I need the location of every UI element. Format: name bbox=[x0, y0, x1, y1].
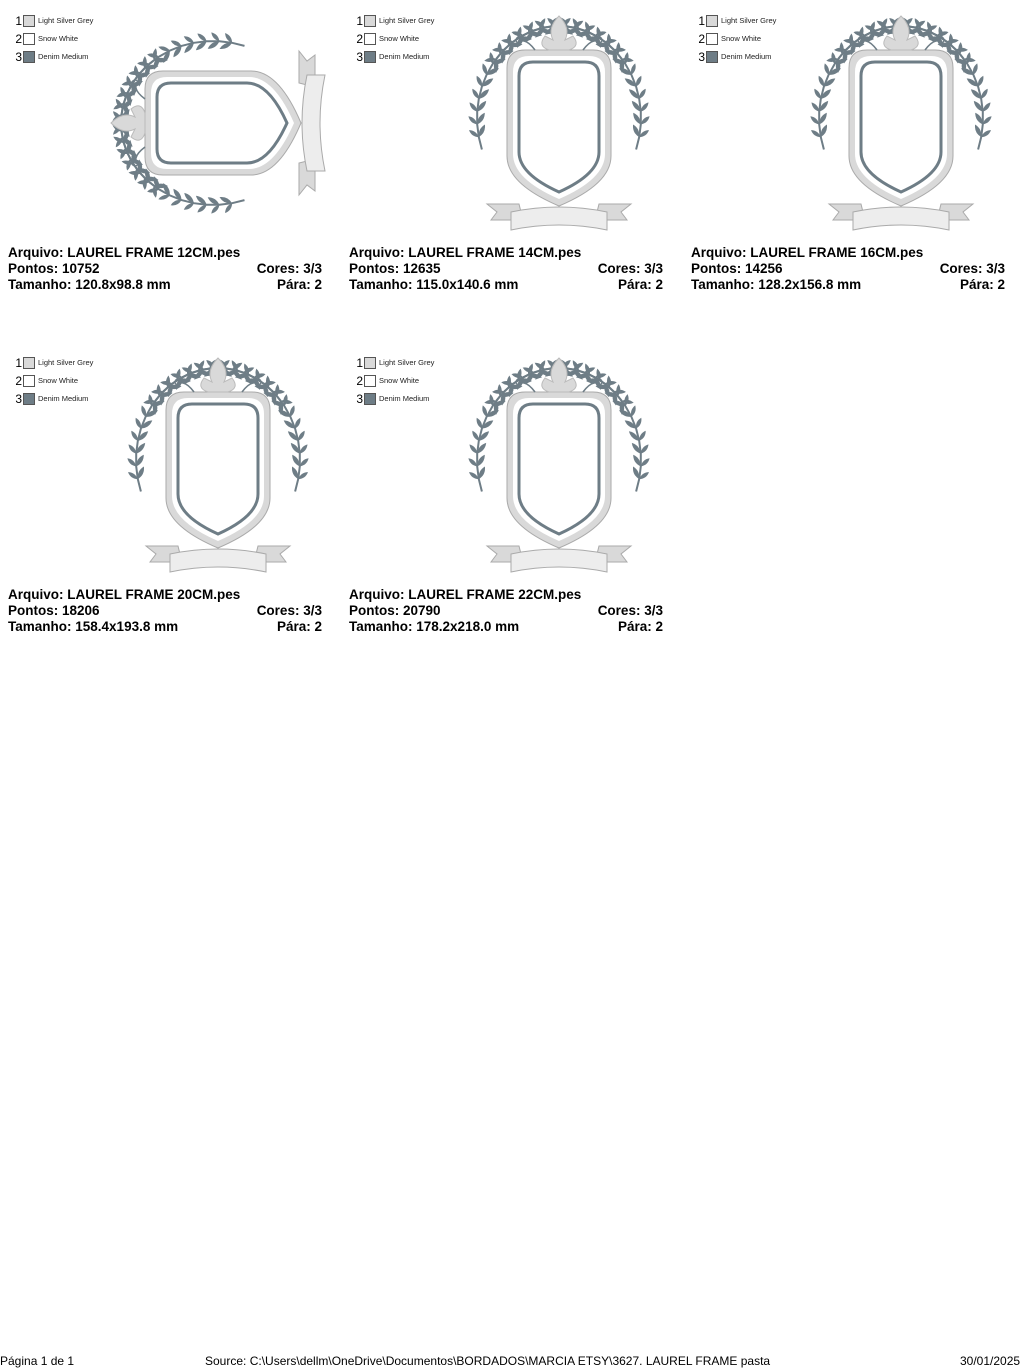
stop-count: 2 bbox=[314, 619, 322, 634]
size-label: Tamanho: bbox=[349, 619, 413, 634]
stitch-count: 18206 bbox=[62, 603, 100, 618]
color-name: Snow White bbox=[721, 34, 762, 43]
color-name: Denim Medium bbox=[38, 394, 89, 403]
source-path: Source: C:\Users\dellm\OneDrive\Documentos\BORDADOS\MARCIA ETSY\3627. LAUREL FRAME pasta bbox=[205, 1354, 771, 1368]
file-name: LAUREL FRAME 22CM.pes bbox=[408, 587, 582, 602]
file-label: Arquivo: bbox=[8, 245, 64, 260]
design-card bbox=[8, 348, 338, 648]
color-swatch bbox=[23, 393, 35, 405]
stitches-label: Pontos: bbox=[8, 261, 59, 276]
stop-count: 2 bbox=[997, 277, 1005, 292]
file-row bbox=[349, 587, 663, 603]
file-label: Arquivo: bbox=[691, 245, 747, 260]
color-swatch bbox=[364, 15, 376, 27]
size-row bbox=[8, 277, 322, 293]
size-label: Tamanho: bbox=[691, 277, 755, 292]
colors-label: Cores: bbox=[939, 261, 983, 276]
color-swatch bbox=[706, 33, 718, 45]
color-swatch bbox=[364, 357, 376, 369]
color-legend-item bbox=[14, 48, 93, 66]
stitches-label: Pontos: bbox=[349, 261, 400, 276]
file-name-line bbox=[349, 245, 581, 261]
file-name-line bbox=[691, 245, 923, 261]
stops-label: Pára: bbox=[276, 277, 311, 292]
color-swatch bbox=[706, 51, 718, 63]
color-legend-item bbox=[355, 48, 434, 66]
color-legend bbox=[14, 354, 93, 408]
size-row bbox=[8, 619, 322, 635]
print-date: 30/01/2025 bbox=[960, 1354, 1021, 1368]
color-count: 3/3 bbox=[644, 603, 663, 618]
stops-label: Pára: bbox=[617, 277, 652, 292]
design-card bbox=[349, 348, 679, 648]
color-legend-item bbox=[355, 354, 434, 372]
size-label: Tamanho: bbox=[8, 277, 72, 292]
design-size: 120.8x98.8 mm bbox=[75, 277, 171, 292]
color-legend-item bbox=[14, 390, 93, 408]
colors-label: Cores: bbox=[256, 261, 300, 276]
color-name: Snow White bbox=[379, 34, 420, 43]
file-label: Arquivo: bbox=[8, 587, 64, 602]
embroidery-preview bbox=[108, 348, 328, 583]
stops-label: Pára: bbox=[276, 619, 311, 634]
file-name-line bbox=[349, 587, 581, 603]
stitch-count: 10752 bbox=[62, 261, 100, 276]
stitches-row bbox=[349, 261, 663, 277]
file-row bbox=[691, 245, 1005, 261]
colors-label: Cores: bbox=[256, 603, 300, 618]
design-info bbox=[349, 587, 663, 635]
stitches-label: Pontos: bbox=[8, 603, 59, 618]
design-size: 158.4x193.8 mm bbox=[75, 619, 179, 634]
color-legend-item bbox=[14, 354, 93, 372]
color-count: 3/3 bbox=[303, 603, 322, 618]
stop-count: 2 bbox=[655, 619, 663, 634]
stitches-label: Pontos: bbox=[349, 603, 400, 618]
color-legend-item bbox=[355, 12, 434, 30]
color-count: 3/3 bbox=[303, 261, 322, 276]
size-row bbox=[349, 277, 663, 293]
color-name: Snow White bbox=[379, 376, 420, 385]
color-legend-item bbox=[697, 12, 776, 30]
colors-label: Cores: bbox=[597, 603, 641, 618]
color-number: 2 bbox=[15, 32, 22, 46]
color-name: Light Silver Grey bbox=[38, 358, 94, 367]
color-number: 1 bbox=[15, 14, 22, 28]
stitches-row bbox=[349, 603, 663, 619]
color-legend-item bbox=[14, 12, 93, 30]
design-info bbox=[349, 245, 663, 293]
design-info bbox=[691, 245, 1005, 293]
size-row bbox=[691, 277, 1005, 293]
design-card bbox=[8, 6, 338, 306]
color-legend bbox=[355, 354, 434, 408]
color-swatch bbox=[706, 15, 718, 27]
color-name: Light Silver Grey bbox=[38, 16, 94, 25]
stitch-count: 14256 bbox=[745, 261, 783, 276]
stop-count: 2 bbox=[655, 277, 663, 292]
design-size: 115.0x140.6 mm bbox=[416, 277, 519, 292]
color-swatch bbox=[364, 393, 376, 405]
color-name: Denim Medium bbox=[379, 52, 430, 61]
color-number: 1 bbox=[698, 14, 705, 28]
color-number: 1 bbox=[356, 356, 363, 370]
color-name: Snow White bbox=[38, 376, 79, 385]
color-name: Light Silver Grey bbox=[379, 358, 435, 367]
color-number: 2 bbox=[356, 374, 363, 388]
stitch-count: 20790 bbox=[403, 603, 441, 618]
design-card bbox=[349, 6, 679, 306]
size-label: Tamanho: bbox=[349, 277, 413, 292]
embroidery-preview bbox=[791, 6, 1011, 241]
stitches-row bbox=[8, 603, 322, 619]
color-name: Light Silver Grey bbox=[379, 16, 435, 25]
file-row bbox=[8, 245, 322, 261]
color-count: 3/3 bbox=[986, 261, 1005, 276]
color-number: 2 bbox=[15, 374, 22, 388]
stitch-count: 12635 bbox=[403, 261, 441, 276]
stop-count: 2 bbox=[314, 277, 322, 292]
design-card bbox=[691, 6, 1021, 306]
file-label: Arquivo: bbox=[349, 587, 405, 602]
color-swatch bbox=[23, 15, 35, 27]
color-name: Denim Medium bbox=[721, 52, 772, 61]
color-legend-item bbox=[14, 372, 93, 390]
color-legend bbox=[697, 12, 776, 66]
design-size: 178.2x218.0 mm bbox=[416, 619, 520, 634]
color-swatch bbox=[23, 51, 35, 63]
stops-label: Pára: bbox=[959, 277, 994, 292]
embroidery-preview bbox=[449, 6, 669, 241]
color-swatch bbox=[364, 375, 376, 387]
color-number: 2 bbox=[356, 32, 363, 46]
color-number: 3 bbox=[698, 50, 705, 64]
color-legend-item bbox=[697, 48, 776, 66]
design-size: 128.2x156.8 mm bbox=[758, 277, 862, 292]
stitches-row bbox=[8, 261, 322, 277]
color-number: 3 bbox=[15, 50, 22, 64]
color-name: Light Silver Grey bbox=[721, 16, 777, 25]
stitches-row bbox=[691, 261, 1005, 277]
size-label: Tamanho: bbox=[8, 619, 72, 634]
file-name: LAUREL FRAME 20CM.pes bbox=[67, 587, 241, 602]
color-swatch bbox=[23, 357, 35, 369]
color-number: 3 bbox=[356, 50, 363, 64]
color-number: 1 bbox=[356, 14, 363, 28]
color-legend-item bbox=[355, 372, 434, 390]
embroidery-preview bbox=[108, 6, 328, 241]
color-legend-item bbox=[355, 390, 434, 408]
file-name: LAUREL FRAME 14CM.pes bbox=[408, 245, 582, 260]
stitches-label: Pontos: bbox=[691, 261, 742, 276]
file-name-line bbox=[8, 245, 240, 261]
stops-label: Pára: bbox=[617, 619, 652, 634]
design-info bbox=[8, 245, 322, 293]
file-row bbox=[349, 245, 663, 261]
color-legend-item bbox=[14, 30, 93, 48]
design-info bbox=[8, 587, 322, 635]
file-name: LAUREL FRAME 16CM.pes bbox=[750, 245, 924, 260]
embroidery-preview bbox=[449, 348, 669, 583]
color-number: 1 bbox=[15, 356, 22, 370]
color-name: Denim Medium bbox=[379, 394, 430, 403]
color-swatch bbox=[23, 375, 35, 387]
color-legend bbox=[14, 12, 93, 66]
color-name: Denim Medium bbox=[38, 52, 89, 61]
color-legend-item bbox=[355, 30, 434, 48]
file-name-line bbox=[8, 587, 240, 603]
color-number: 3 bbox=[356, 392, 363, 406]
color-swatch bbox=[364, 51, 376, 63]
color-number: 3 bbox=[15, 392, 22, 406]
page-number: Página 1 de 1 bbox=[0, 1354, 75, 1368]
color-swatch bbox=[364, 33, 376, 45]
color-legend bbox=[355, 12, 434, 66]
color-swatch bbox=[23, 33, 35, 45]
color-name: Snow White bbox=[38, 34, 79, 43]
file-label: Arquivo: bbox=[349, 245, 405, 260]
color-count: 3/3 bbox=[644, 261, 663, 276]
file-name: LAUREL FRAME 12CM.pes bbox=[67, 245, 241, 260]
size-row bbox=[349, 619, 663, 635]
colors-label: Cores: bbox=[597, 261, 641, 276]
color-legend-item bbox=[697, 30, 776, 48]
color-number: 2 bbox=[698, 32, 705, 46]
file-row bbox=[8, 587, 322, 603]
